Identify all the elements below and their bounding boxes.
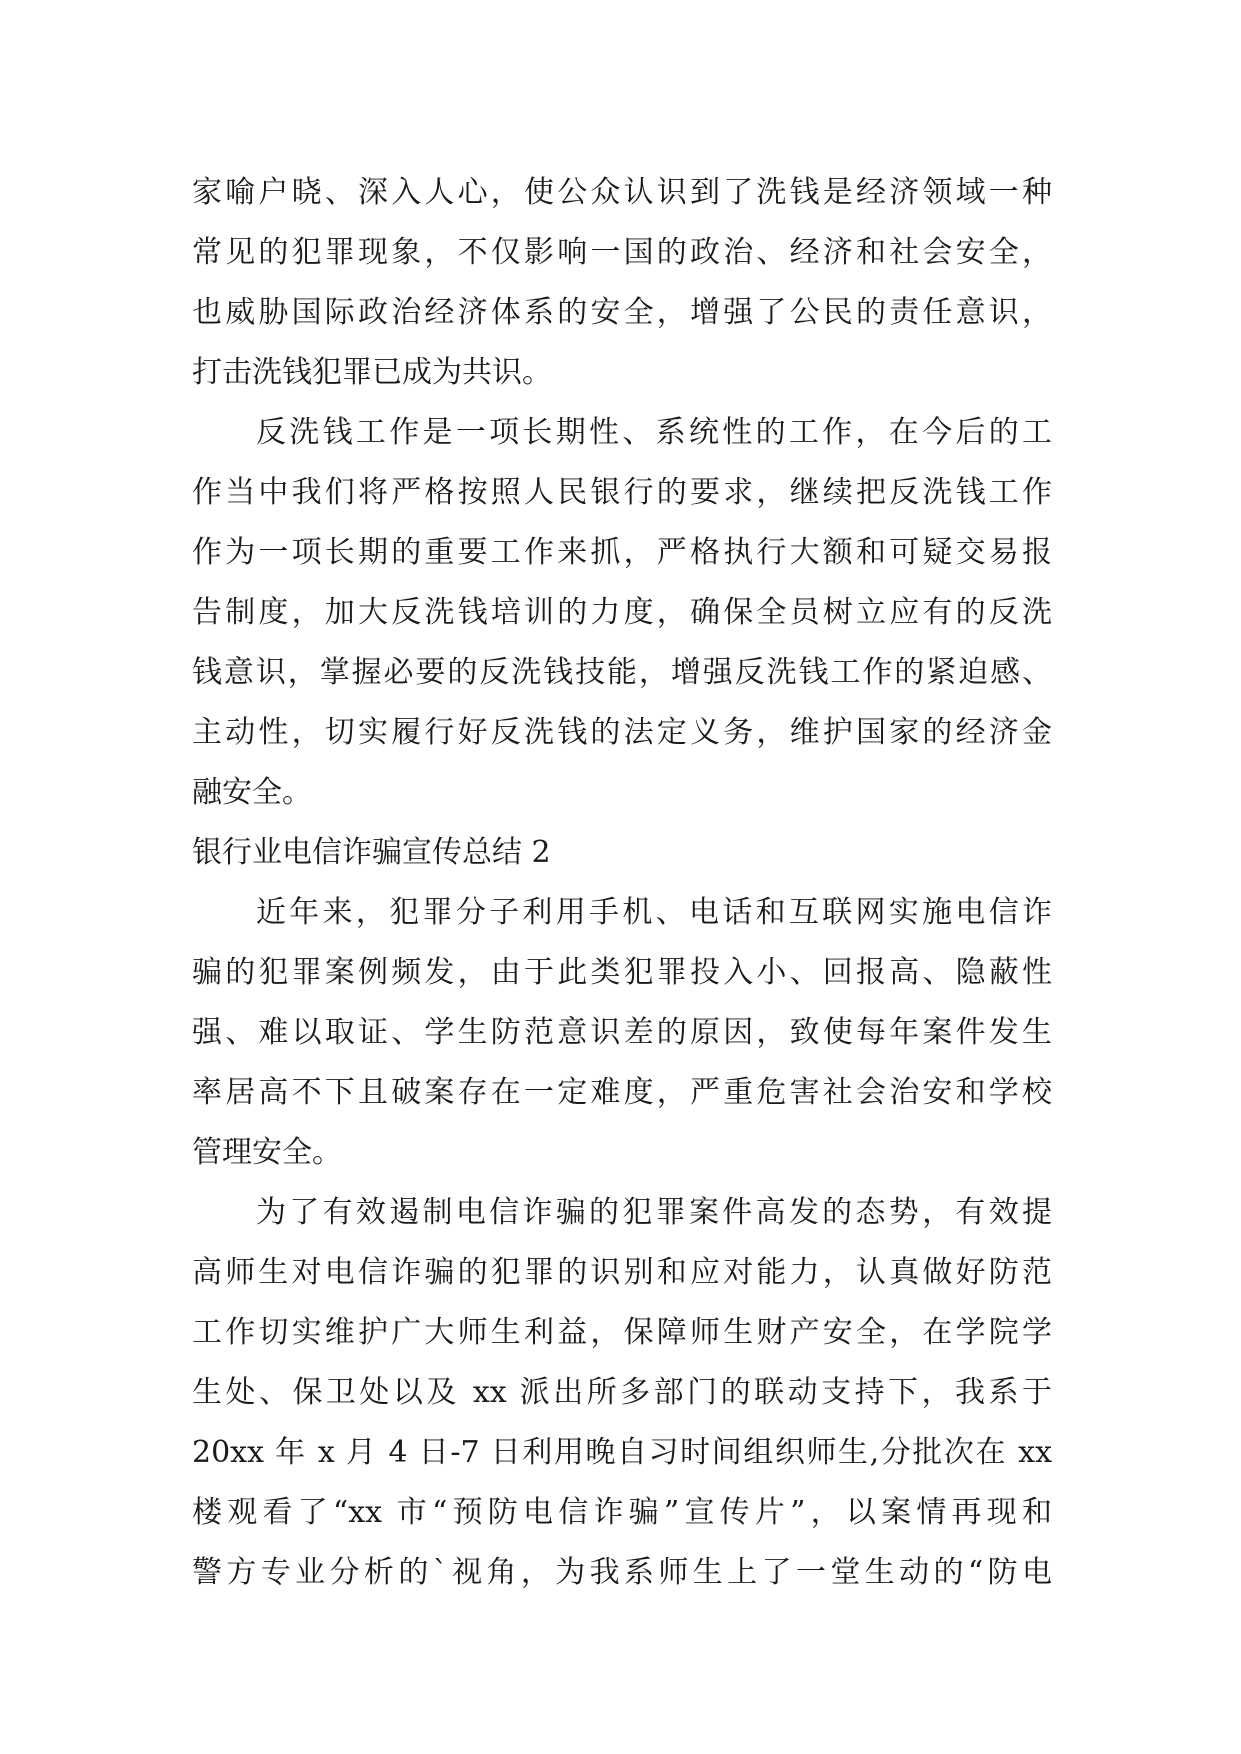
paragraph-first-line: 反洗钱工作是一项长期性、系统性的工作，在今后的工	[256, 415, 1052, 450]
text-line: 楼观看了“xx 市“预防电信诈骗”宣传片”，以案情再现和	[192, 1495, 1052, 1530]
text-line: 率居高不下且破案存在一定难度，严重危害社会治安和学校	[192, 1075, 1052, 1110]
text-line: 常见的犯罪现象，不仅影响一国的政治、经济和社会安全，	[192, 235, 1052, 270]
paragraph-first-line: 近年来，犯罪分子利用手机、电话和互联网实施电信诈	[256, 895, 1052, 930]
text-line: 家喻户晓、深入人心，使公众认识到了洗钱是经济领域一种	[192, 175, 1052, 210]
text-line: 强、难以取证、学生防范意识差的原因，致使每年案件发生	[192, 1015, 1052, 1050]
paragraph-first-line: 为了有效遏制电信诈骗的犯罪案件高发的态势，有效提	[256, 1195, 1052, 1230]
text-line: 融安全。	[192, 775, 312, 810]
text-line: 管理安全。	[192, 1135, 342, 1170]
text-line: 工作切实维护广大师生利益，保障师生财产安全，在学院学	[192, 1315, 1052, 1350]
text-line: 钱意识，掌握必要的反洗钱技能，增强反洗钱工作的紧迫感、	[192, 655, 1052, 690]
text-line: 骗的犯罪案例频发，由于此类犯罪投入小、回报高、隐蔽性	[192, 955, 1052, 990]
text-line: 高师生对电信诈骗的犯罪的识别和应对能力，认真做好防范	[192, 1255, 1052, 1290]
text-line: 主动性，切实履行好反洗钱的法定义务，维护国家的经济金	[192, 715, 1052, 750]
section-heading: 银行业电信诈骗宣传总结 2	[192, 835, 551, 870]
text-line: 警方专业分析的`视角，为我系师生上了一堂生动的“防电	[192, 1555, 1052, 1590]
text-line: 打击洗钱犯罪已成为共识。	[192, 355, 552, 390]
text-line: 作为一项长期的重要工作来抓，严格执行大额和可疑交易报	[192, 535, 1052, 570]
text-line: 也威胁国际政治经济体系的安全，增强了公民的责任意识，	[192, 295, 1052, 330]
text-line: 20xx 年 x 月 4 日-7 日利用晚自习时间组织师生,分批次在 xx	[192, 1435, 1052, 1470]
text-line: 作当中我们将严格按照人民银行的要求，继续把反洗钱工作	[192, 475, 1052, 510]
text-line: 告制度，加大反洗钱培训的力度，确保全员树立应有的反洗	[192, 595, 1052, 630]
text-line: 生处、保卫处以及 xx 派出所多部门的联动支持下，我系于	[192, 1375, 1052, 1410]
